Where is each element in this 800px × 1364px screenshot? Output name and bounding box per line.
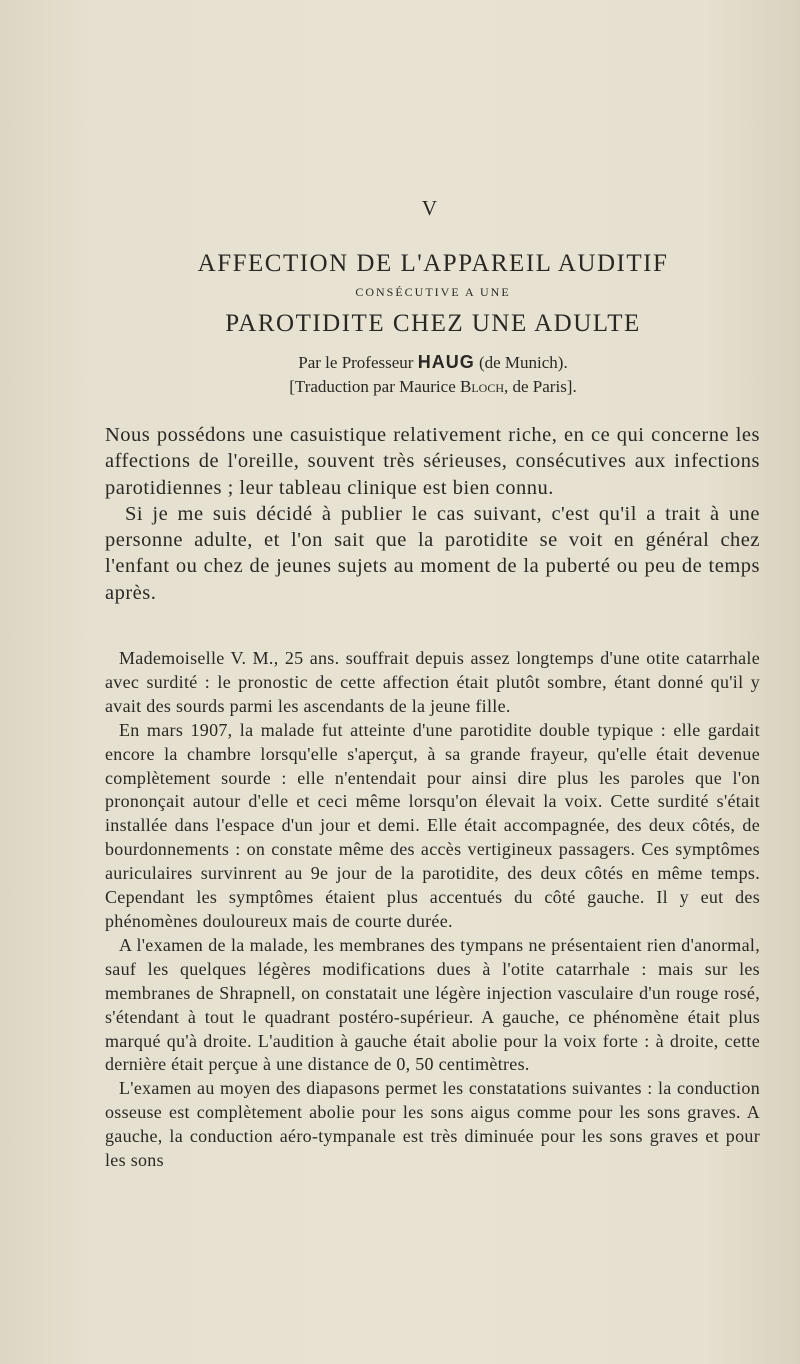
- body-paragraph: En mars 1907, la malade fut atteinte d'une parotidite double typique : elle gardait encore la chambre lorsqu'elle s'aperçut, à sa grande frayeur, qu'elle était devenue complètement sourde : elle n'entendait pour ainsi dire plus les paroles que l'on prononçait autour d'elle et ceci même lorsqu'on élevait la voix. Cette surdité s'était installée dans l'espace d'un jour et demi. Elle était accompagnée, des deux côtés, de bourdonnements : on constate même des accès vertigineux passagers. Ces symptômes auriculaires survinrent au 9e jour de la parotidite, des deux côtés en même temps. Cependant les symptômes étaient plus accentués du côté gauche. Il y eut des phénomènes douloureux mais de courte durée.: [105, 719, 760, 931]
- title-connector: CONSÉCUTIVE A UNE: [355, 285, 511, 299]
- title-line-1: AFFECTION DE L'APPAREIL AUDITIF: [197, 250, 669, 277]
- translator-name: Bloch: [460, 377, 505, 396]
- intro-paragraph: Si je me suis décidé à publier le cas suivant, c'est qu'il a trait à une personne adulte, et l'on sait que la parotidite se voit en général chez l'enfant ou chez de jeunes sujets au moment de la puberté ou peu de temps après.: [105, 502, 760, 604]
- translation-credit: [0, 377, 800, 397]
- author-name: HAUG: [417, 352, 475, 372]
- author-byline: [0, 352, 800, 373]
- translation-prefix: [Traduction par Maurice: [289, 377, 456, 396]
- title-line-2: PAROTIDITE CHEZ UNE ADULTE: [225, 310, 641, 337]
- intro-paragraph: Nous possédons une casuistique relativement riche, en ce qui concerne les affections de l'oreille, souvent très sérieuses, consécutives aux infections parotidiennes ; leur tableau clinique est bien connu.: [105, 424, 760, 499]
- case-report: [105, 647, 760, 1173]
- byline-suffix: (de Munich).: [478, 353, 568, 372]
- byline-prefix: Par le Professeur: [298, 353, 414, 372]
- introduction: [105, 422, 760, 606]
- body-paragraph: A l'examen de la malade, les membranes des tympans ne présentaient rien d'anormal, sauf les quelques légères modifications dues à l'otite catarrhale : mais sur les membranes de Shrapnell, on constatait une légère injection vasculaire d'un rouge rosé, s'étendant à tout le quadrant postéro-supérieur. A gauche, ce phénomène était plus marqué qu'à droite. L'audition à gauche était abolie pour la voix forte : à droite, cette dernière était perçue à une distance de 0, 50 centimètres.: [105, 934, 760, 1075]
- body-paragraph: Mademoiselle V. M., 25 ans. souffrait depuis assez longtemps d'une otite catarrhale avec surdité : le pronostic de cette affection était plutôt sombre, étant donné qu'il y avait des sourds parmi les ascendants de la jeune fille.: [105, 648, 760, 716]
- translation-suffix: , de Paris].: [504, 377, 577, 396]
- chapter-number: V: [421, 196, 439, 220]
- body-paragraph: L'examen au moyen des diapasons permet les constatations suivantes : la conduction osseuse est complètement abolie pour les sons aigus comme pour les sons graves. A gauche, la conduction aéro-tympanale est très diminuée pour les sons graves et pour les sons: [105, 1078, 760, 1171]
